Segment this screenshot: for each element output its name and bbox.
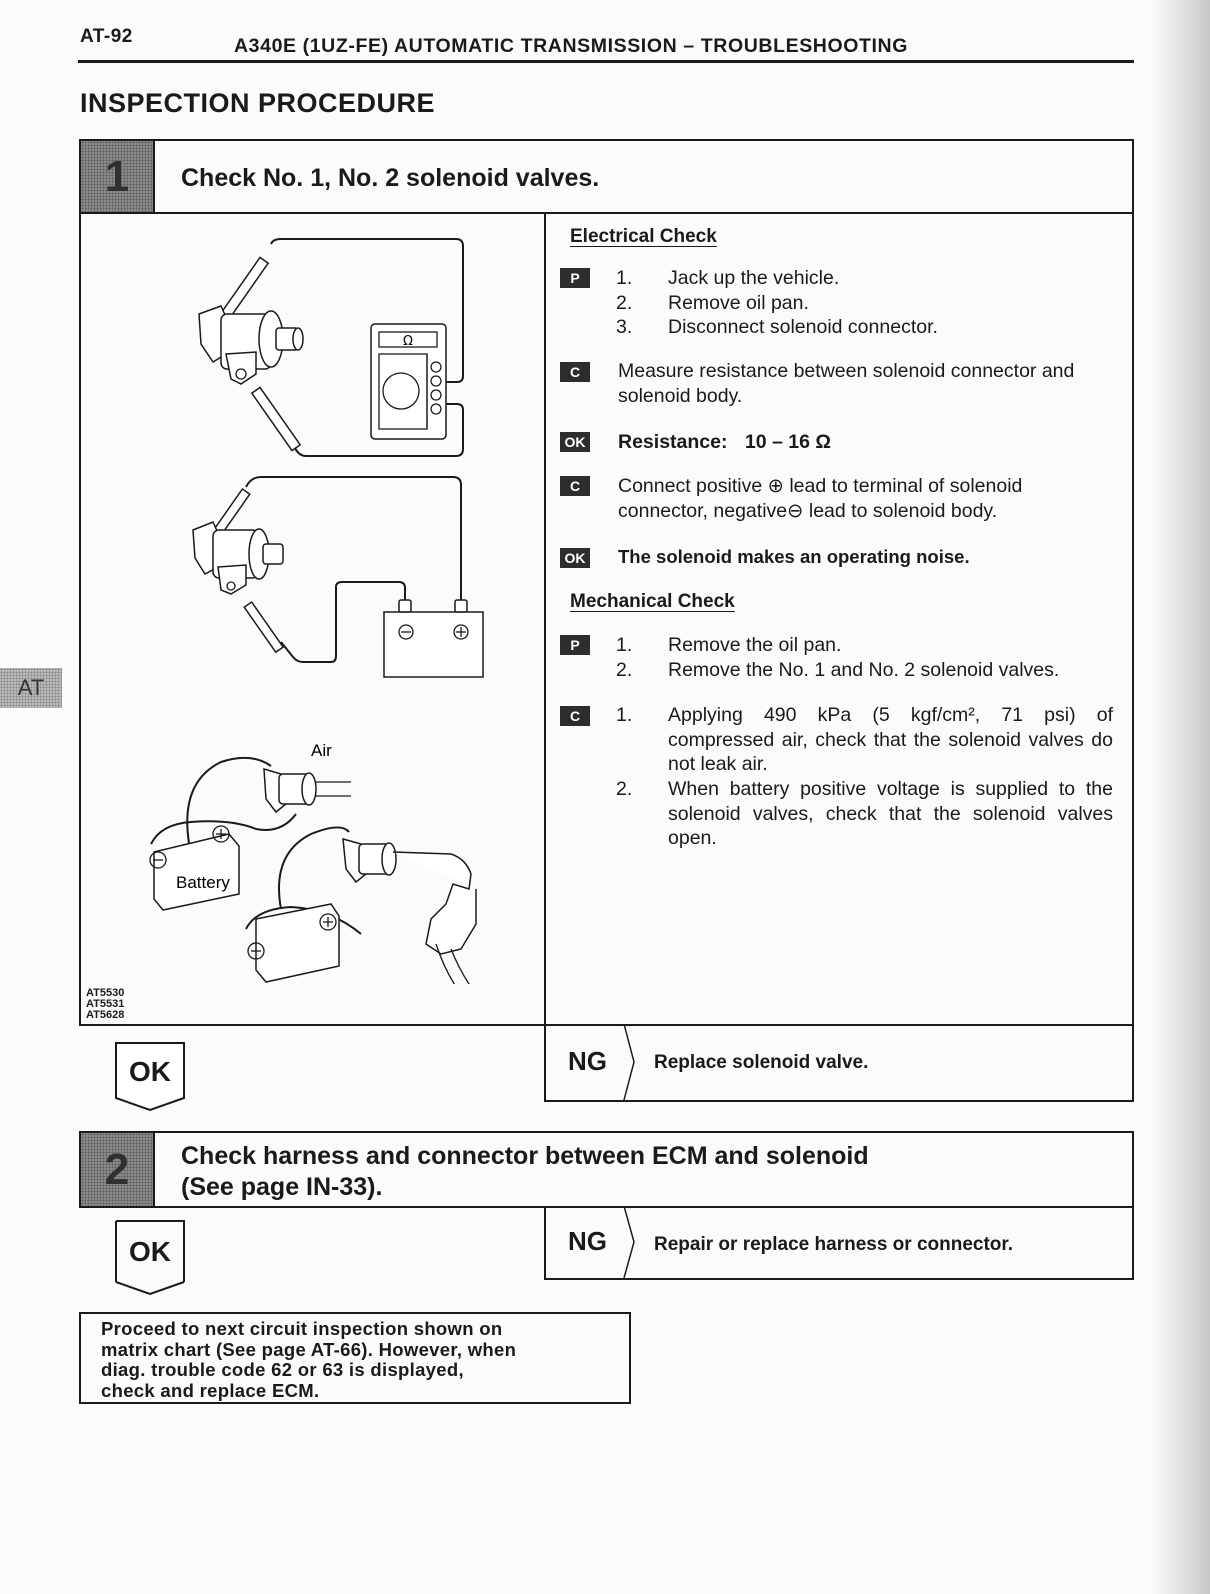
- ok-tag: OK: [560, 432, 590, 452]
- running-title: A340E (1UZ-FE) AUTOMATIC TRANSMISSION – TROUBLESHOOTING: [234, 35, 909, 57]
- ng-label: NG: [568, 1226, 607, 1256]
- resistance-spec: [618, 430, 831, 455]
- final-note-line: Proceed to next circuit inspection shown on: [101, 1318, 503, 1339]
- step-number: 2.: [616, 292, 633, 314]
- svg-text:Battery: Battery: [176, 873, 230, 892]
- mechanical-check-heading: Mechanical Check: [570, 591, 735, 612]
- final-note-line: check and replace ECM.: [101, 1379, 320, 1401]
- figure-code: AT5530: [86, 987, 125, 999]
- svg-text:Air: Air: [311, 741, 332, 760]
- step-number: 2.: [616, 778, 633, 800]
- instructions-column: [546, 212, 1134, 1026]
- step-2-header: [79, 1131, 1134, 1208]
- electrical-check-heading: Electrical Check: [570, 226, 717, 247]
- solenoid-illustrations: [81, 214, 543, 984]
- step-number: 2.: [616, 659, 633, 681]
- check-step: When battery positive voltage is supplied to the solenoid valves, check that the solenoid valves open.: [668, 778, 1113, 849]
- check-tag: C: [560, 362, 590, 382]
- ok-tag: OK: [560, 548, 590, 568]
- check-tag: C: [560, 476, 590, 496]
- side-tab-label: AT: [17, 675, 45, 700]
- step-1-title: Check No. 1, No. 2 solenoid valves.: [181, 164, 600, 192]
- prep-tag: P: [560, 268, 590, 288]
- air-test-figure: [150, 741, 476, 984]
- step-1-header: [79, 139, 1134, 214]
- check-text: Connect positive ⊕ lead to terminal of solenoid connector, negative⊖ lead to solenoid body.: [618, 475, 1023, 522]
- step-2-ok-arrow: [115, 1220, 185, 1290]
- prep-step: Jack up the vehicle.: [668, 267, 840, 289]
- check-step: Applying 490 kPa (5 kgf/cm², 71 psi) of compressed air, check that the solenoid valves do not leak air.: [668, 704, 1113, 775]
- figure-code: AT5531: [86, 998, 125, 1010]
- step-2-ng-box: [544, 1206, 1134, 1280]
- step-1-ng-box: [544, 1024, 1134, 1102]
- check-text: Measure resistance between solenoid connector and solenoid body.: [618, 360, 1075, 407]
- prep-step: Remove the No. 1 and No. 2 solenoid valves.: [668, 659, 1060, 681]
- step-2-title-line2: (See page IN-33).: [181, 1173, 383, 1201]
- step-1-ok-arrow: [115, 1042, 185, 1112]
- final-note-box: [79, 1312, 631, 1404]
- svg-text:Ω: Ω: [403, 334, 413, 349]
- figure-code: AT5628: [86, 1009, 125, 1021]
- ohmmeter-test-figure: [199, 239, 463, 456]
- step-number: 3.: [616, 316, 633, 338]
- ng-chevron-icon: [622, 1024, 636, 1100]
- ng-action: Repair or replace harness or connector.: [654, 1234, 1014, 1255]
- ng-label: NG: [568, 1046, 607, 1076]
- figure-codes: [86, 988, 124, 1021]
- step-number: 1.: [616, 704, 633, 726]
- section-title: INSPECTION PROCEDURE: [80, 88, 436, 118]
- ng-chevron-icon: [622, 1206, 636, 1278]
- prep-step: Remove the oil pan.: [668, 634, 842, 656]
- resistance-value: 10 – 16 Ω: [744, 431, 832, 453]
- final-note-text: [101, 1319, 516, 1401]
- ok-label: OK: [129, 1056, 171, 1087]
- page-edge-shadow: [1150, 0, 1210, 1594]
- ok-label: OK: [129, 1236, 171, 1267]
- resistance-label: Resistance:: [618, 431, 728, 453]
- prep-tag: P: [560, 635, 590, 655]
- battery-noise-test-figure: [193, 477, 483, 677]
- step-number: 1.: [616, 267, 633, 289]
- step-number: 1.: [616, 634, 633, 656]
- step-1-number: 1: [81, 141, 155, 212]
- step-2-number: 2: [81, 1133, 155, 1206]
- prep-step: Disconnect solenoid connector.: [668, 316, 938, 338]
- page-number: AT-92: [80, 26, 133, 47]
- step-2-title: [181, 1141, 869, 1203]
- side-tab-at: [0, 668, 62, 708]
- final-note-line: matrix chart (See page AT-66). However, when: [101, 1338, 517, 1360]
- ng-action: Replace solenoid valve.: [654, 1052, 869, 1073]
- prep-step: Remove oil pan.: [668, 292, 809, 314]
- step-2-title-line1: Check harness and connector between ECM and solenoid: [181, 1142, 869, 1170]
- header-rule: [78, 60, 1134, 63]
- ok-result: The solenoid makes an operating noise.: [618, 546, 970, 567]
- final-note-line: diag. trouble code 62 or 63 is displayed,: [101, 1359, 464, 1380]
- check-tag: C: [560, 706, 590, 726]
